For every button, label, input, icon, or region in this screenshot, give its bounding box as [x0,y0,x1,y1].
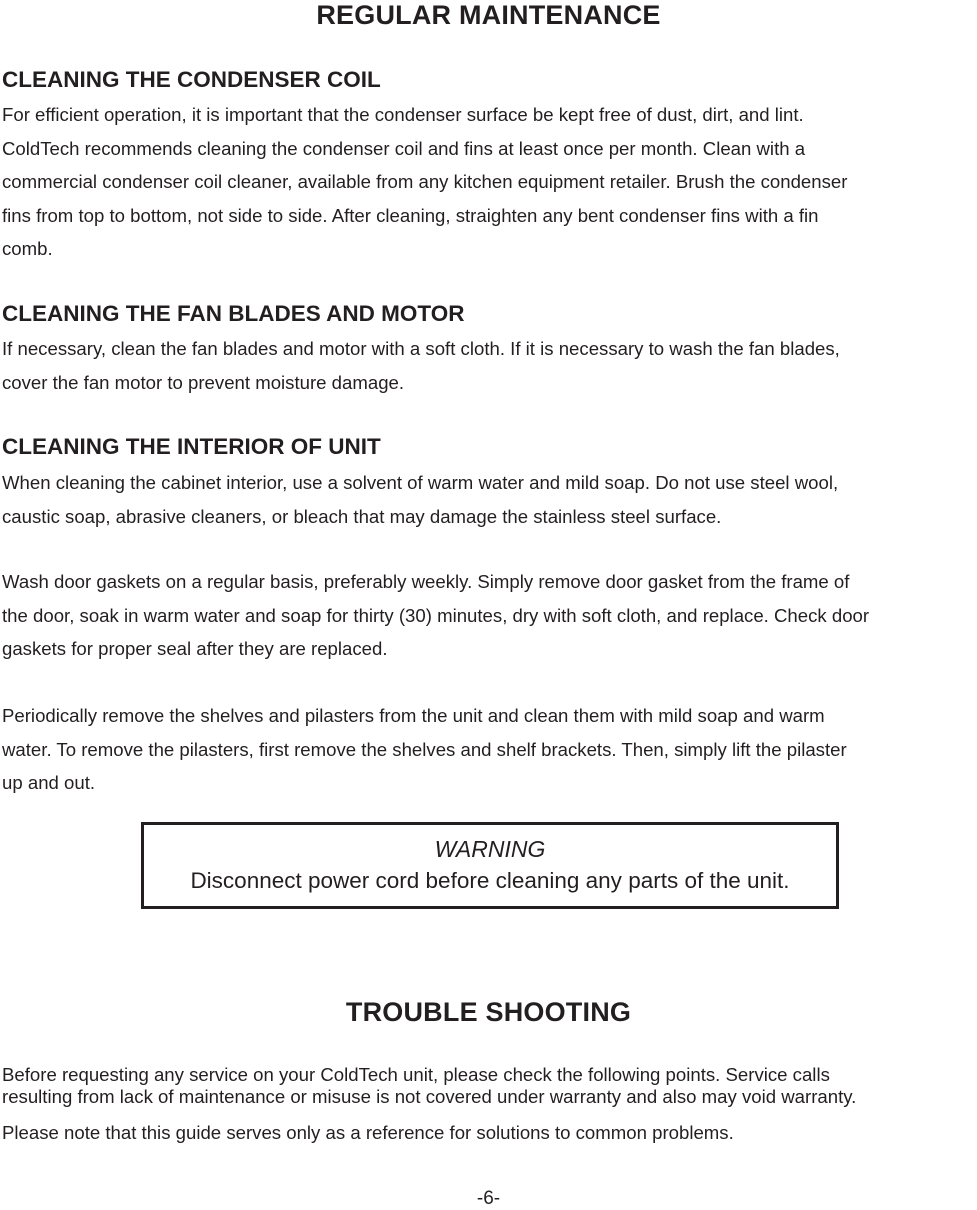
trouble-shooting-note: Please note that this guide serves only as a reference for solutions to common problems. [2,1122,734,1143]
paragraph-line: Periodically remove the shelves and pilasters from the unit and clean them with mild soap and warm [2,705,825,726]
paragraph-line: cover the fan motor to prevent moisture damage. [2,371,405,393]
paragraph-line: For efficient operation, it is important that the condenser surface be kept free of dust, dirt, and lint. [2,104,804,125]
trouble-shooting-title: TROUBLE SHOOTING [345,997,632,1027]
paragraph-line: gaskets for proper seal after they are replaced. [2,638,388,659]
paragraph-line: ColdTech recommends cleaning the condenser coil and fins at least once per month. Clean with a [2,137,806,159]
paragraph-line: Wash door gaskets on a regular basis, preferably weekly. Simply remove door gasket from the frame of [2,571,850,592]
section-heading-condenser-coil: CLEANING THE CONDENSER COIL [2,67,381,92]
warning-box [141,822,839,909]
condenser-coil-paragraph [2,98,976,266]
page-number: -6- [476,1188,501,1209]
interior-paragraph-solvent [2,466,976,533]
paragraph-line: comb. [2,238,53,259]
paragraph-line: Before requesting any service on your ColdTech unit, please check the following points. Service calls [2,1064,830,1085]
paragraph-line: up and out. [2,772,96,793]
interior-paragraph-shelves [2,699,976,800]
paragraph-line: the door, soak in warm water and soap for thirty (30) minutes, dry with soft cloth, and replace. Check door [2,604,870,626]
section-heading-fan-blades: CLEANING THE FAN BLADES AND MOTOR [2,301,465,326]
fan-blades-paragraph [2,332,976,399]
paragraph-line: commercial condenser coil cleaner, available from any kitchen equipment retailer. Brush the condenser [2,171,848,192]
paragraph-line: fins from top to bottom, not side to side. After cleaning, straighten any bent condenser fins with a fin [2,204,819,226]
warning-title: WARNING [434,836,546,862]
paragraph-line: When cleaning the cabinet interior, use a solvent of warm water and mild soap. Do not use steel wool, [2,472,839,493]
paragraph-line: water. To remove the pilasters, first remove the shelves and shelf brackets. Then, simply lift the pilaster [2,738,847,760]
interior-paragraph-gaskets [2,565,976,666]
paragraph-line: If necessary, clean the fan blades and motor with a soft cloth. If it is necessary to wash the fan blades, [2,338,840,359]
paragraph-line: resulting from lack of maintenance or misuse is not covered under warranty and also may void warranty. [2,1086,857,1107]
page-title: REGULAR MAINTENANCE [316,0,661,30]
warning-text: Disconnect power cord before cleaning any parts of the unit. [190,868,790,893]
trouble-shooting-intro [2,1064,976,1108]
section-heading-interior: CLEANING THE INTERIOR OF UNIT [2,434,381,459]
paragraph-line: caustic soap, abrasive cleaners, or bleach that may damage the stainless steel surface. [2,505,722,527]
